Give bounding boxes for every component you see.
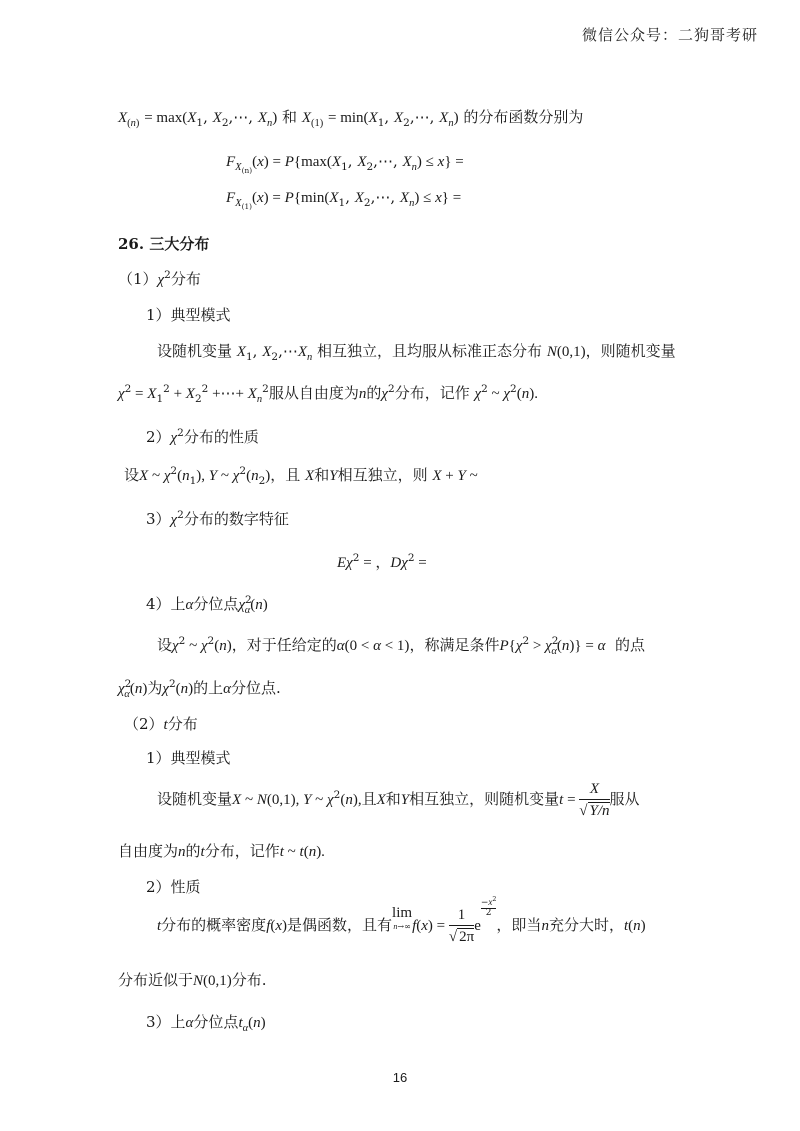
t-typical-paragraph-1: 设随机变量X ~ N(0,1), Y ~ $\chi^2(n)$,且X和Y相互独立，则随机变量t = $\frac{X}{√ Y/n}$ 服从 [157, 781, 640, 819]
t-typical-paragraph-2: 自由度为n的t分布，记作t ~ t(n). [118, 842, 325, 860]
chi-property-title: $2)\chi^2$分布的性质 [146, 427, 259, 446]
order-stat-intro: $X_{(n)} = \max(X_1$, $X_2,\cdots$, $X_n$) 和 $X_{(1)} = \min(X_1$, $X_2,\cdots$, $X_n$) 的分布函数分别为 [118, 108, 584, 129]
chi-quantile-title: 4）上α分位点$\chi^2_\alpha(n)$ [146, 594, 268, 616]
chi-square-heading: $(1)\chi^2$分布 [118, 269, 201, 288]
chi-quantile-paragraph-2: $\chi^2_\alpha(n)$为$\chi^2(n)$的上α分位点. [118, 678, 281, 700]
wechat-account-header: 微信公众号：二狗哥考研 [581, 26, 758, 44]
chi-typical-paragraph-2: $\chi^2 = X_1^2 + X_2^2$ +⋯+ $X_n^2$服从自由度为n的$\chi^2$分布，记作 $\chi^2$ ~ $\chi^2(n)$. [118, 383, 538, 405]
min-cdf-formula: $F_{X_{(1)}}(x) = P\{\min(X_1$, $X_2,\cdots$, $X_n) \le x$} = [226, 188, 462, 212]
chi-property-text: 设X ~ $\chi^2(n_1)$, Y ~ $\chi^2(n_2)$，且 X和Y相互独立，则 X + Y ~ [124, 465, 478, 487]
t-property-title: 2）性质 [146, 878, 201, 896]
chi-moments-formula: $E\chi^2$ = ，$D\chi^2$ = [337, 552, 427, 571]
chi-numeric-title: $3)\chi^2$分布的数字特征 [146, 509, 289, 528]
chi-quantile-paragraph-1: 设$\chi^2$ ~ $\chi^2(n)$，对于任给定的α(0 < α < 1)，称满足条件$P\{\chi^2 > \chi^2_\alpha(n)\} = \alpha$ 的点 [157, 635, 645, 657]
chi-typical-paragraph-1: 设随机变量 $X_1$, $X_2,\cdots X_n$ 相互独立，且均服从标准正态分布 N(0,1)，则随机变量 [157, 342, 676, 363]
t-heading: （2）t分布 [124, 715, 198, 733]
page-number: 16 [392, 1070, 408, 1085]
max-cdf-formula: $F_{X_{(n)}}(x) = P\{\max(X_1$, $X_2,\cdots$, $X_n) \le x$} = [226, 152, 464, 176]
chi-typical-title: 1）典型模式 [146, 306, 231, 324]
t-quantile-title: 3）上α分位点$t_\alpha(n)$ [146, 1013, 266, 1034]
t-property-paragraph-2: 分布近似于N(0,1)分布. [118, 971, 267, 989]
section-title: 26. 三大分布 [118, 235, 210, 253]
t-property-paragraph-1: t分布的概率密度f(x)是偶函数，且有lim n→∞ f(x) = $\frac{1}{√ 2\pi}$ e $\frac{-x^2}{2}$，即当n充分大时，t(n) [157, 896, 646, 945]
t-typical-title: 1）典型模式 [146, 749, 231, 767]
